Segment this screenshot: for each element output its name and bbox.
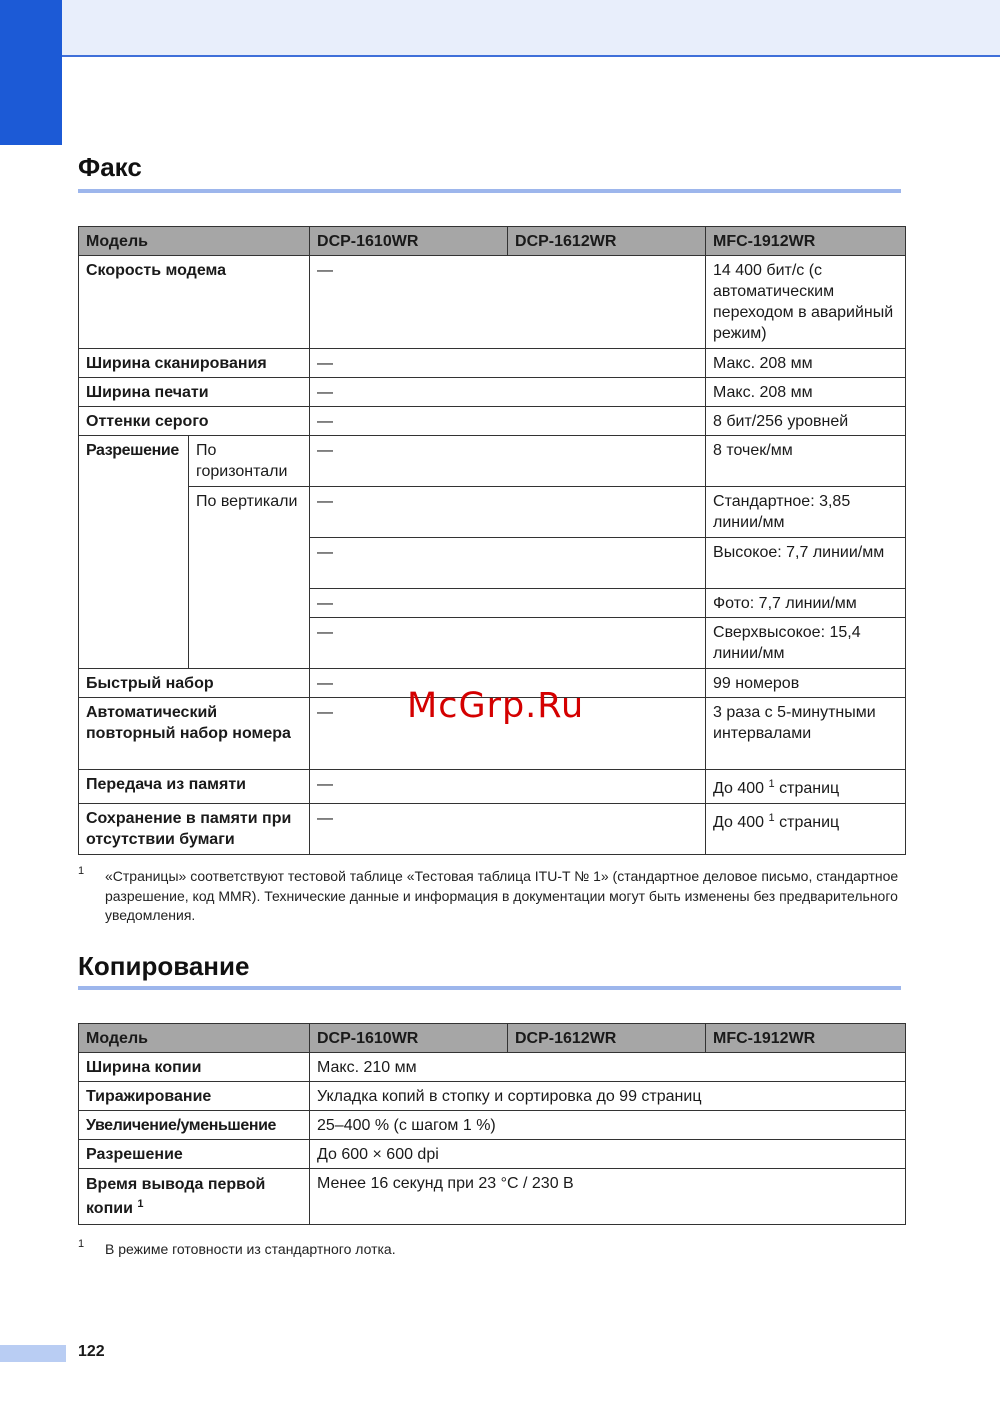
table-row [79, 256, 906, 349]
copy-header-dcp1610: DCP-1610WR [310, 1024, 508, 1053]
fax-spec-table [78, 226, 906, 855]
speed-dial-mfc: 99 номеров [706, 669, 906, 698]
copy-footnote-text: В режиме готовности из стандартного лотка. [105, 1241, 396, 1257]
fax-footnote-text: «Страницы» соответствуют тестовой таблице «Тестовая таблица ITU-T № 1» (стандартное деловое письмо, стандартное разрешение, код MMR). Технические данные и информация в документации могут быть изменены без предварительного уведомления. [105, 868, 899, 923]
memory-tx-dcp: — [310, 770, 706, 804]
copy-resolution-value: До 600 × 600 dpi [310, 1140, 906, 1169]
table-row [79, 1169, 906, 1225]
resolution-fine-mfc: Высокое: 7,7 линии/мм [706, 538, 906, 589]
resolution-horizontal-dcp: — [310, 436, 706, 487]
page-number-tab [0, 1345, 66, 1362]
fax-header-dcp1612: DCP-1612WR [508, 227, 706, 256]
zoom-label: Увеличение/уменьшение [79, 1111, 310, 1140]
first-copy-label [79, 1169, 310, 1225]
copy-header-mfc1912: MFC-1912WR [706, 1024, 906, 1053]
fax-header-mfc1912: MFC-1912WR [706, 227, 906, 256]
copy-header-row [79, 1024, 906, 1053]
copy-footnote-number: 1 [78, 1238, 85, 1250]
scan-width-dcp: — [310, 349, 706, 378]
table-row [79, 1140, 906, 1169]
resolution-horizontal-mfc: 8 точек/мм [706, 436, 906, 487]
multi-copy-label: Тиражирование [79, 1082, 310, 1111]
fax-section-title: Факс [78, 152, 142, 182]
table-row [79, 1053, 906, 1082]
grayscale-mfc: 8 бит/256 уровней [706, 407, 906, 436]
out-of-paper-dcp: — [310, 804, 706, 855]
modem-speed-label: Скорость модема [79, 256, 310, 349]
table-row [79, 378, 906, 407]
copy-resolution-label: Разрешение [79, 1140, 310, 1169]
fax-header-row [79, 227, 906, 256]
table-row [79, 1082, 906, 1111]
out-of-paper-mfc [706, 804, 906, 855]
speed-dial-label: Быстрый набор [79, 669, 310, 698]
out-of-paper-mfc-value: До 400 [713, 814, 765, 831]
header-band [0, 0, 1000, 57]
print-width-label: Ширина печати [79, 378, 310, 407]
out-of-paper-label: Сохранение в памяти при отсутствии бумаги [79, 804, 310, 855]
fax-header-dcp1610: DCP-1610WR [310, 227, 508, 256]
resolution-standard-dcp: — [310, 487, 706, 538]
fax-section-rule [78, 189, 901, 193]
first-copy-value: Менее 16 секунд при 23 °C / 230 В [310, 1169, 906, 1225]
print-width-dcp: — [310, 378, 706, 407]
copy-section-rule [78, 986, 901, 990]
resolution-vertical-label: По вертикали [189, 487, 310, 669]
auto-redial-label: Автоматический повторный набор номера [79, 698, 310, 770]
table-row [79, 407, 906, 436]
resolution-standard-mfc: Стандартное: 3,85 линии/мм [706, 487, 906, 538]
resolution-fine-dcp: — [310, 538, 706, 589]
table-row [79, 1111, 906, 1140]
table-row [79, 804, 906, 855]
copy-header-model: Модель [79, 1024, 310, 1053]
scan-width-label: Ширина сканирования [79, 349, 310, 378]
copy-width-label: Ширина копии [79, 1053, 310, 1082]
resolution-label: Разрешение [79, 436, 189, 669]
print-width-mfc: Макс. 208 мм [706, 378, 906, 407]
zoom-value: 25–400 % (с шагом 1 %) [310, 1111, 906, 1140]
multi-copy-value: Укладка копий в стопку и сортировка до 99 страниц [310, 1082, 906, 1111]
auto-redial-mfc: 3 раза с 5-минутными интервалами [706, 698, 906, 770]
first-copy-label-text: Время вывода первой копии [86, 1176, 266, 1217]
table-row [79, 436, 906, 487]
grayscale-label: Оттенки серого [79, 407, 310, 436]
header-band-line [62, 55, 1000, 57]
modem-speed-mfc: 14 400 бит/с (с автоматическим переходом в аварийный режим) [706, 256, 906, 349]
modem-speed-dcp: — [310, 256, 706, 349]
table-row [79, 770, 906, 804]
resolution-superfine-dcp: — [310, 618, 706, 669]
grayscale-dcp: — [310, 407, 706, 436]
resolution-photo-mfc: Фото: 7,7 линии/мм [706, 589, 906, 618]
copy-spec-table [78, 1023, 906, 1225]
page-number: 122 [78, 1343, 105, 1360]
table-row [79, 487, 906, 538]
auto-redial-dcp: — [310, 698, 706, 770]
fax-header-model: Модель [79, 227, 310, 256]
resolution-photo-dcp: — [310, 589, 706, 618]
fax-footnote-number: 1 [78, 865, 85, 877]
chapter-tab [0, 0, 62, 145]
scan-width-mfc: Макс. 208 мм [706, 349, 906, 378]
first-copy-footnote-ref: 1 [137, 1198, 144, 1210]
memory-tx-mfc-unit: страниц [779, 780, 840, 797]
memory-tx-footnote-ref: 1 [768, 778, 775, 790]
memory-tx-mfc [706, 770, 906, 804]
copy-width-value: Макс. 210 мм [310, 1053, 906, 1082]
table-row [79, 349, 906, 378]
resolution-horizontal-label: По горизонтали [189, 436, 310, 487]
out-of-paper-mfc-unit: страниц [779, 814, 840, 831]
copy-section-title: Копирование [78, 951, 250, 981]
memory-tx-mfc-value: До 400 [713, 780, 765, 797]
resolution-superfine-mfc: Сверхвысокое: 15,4 линии/мм [706, 618, 906, 669]
out-of-paper-footnote-ref: 1 [768, 812, 775, 824]
speed-dial-dcp: — [310, 669, 706, 698]
memory-tx-label: Передача из памяти [79, 770, 310, 804]
copy-header-dcp1612: DCP-1612WR [508, 1024, 706, 1053]
watermark: McGrp.Ru [407, 686, 585, 726]
